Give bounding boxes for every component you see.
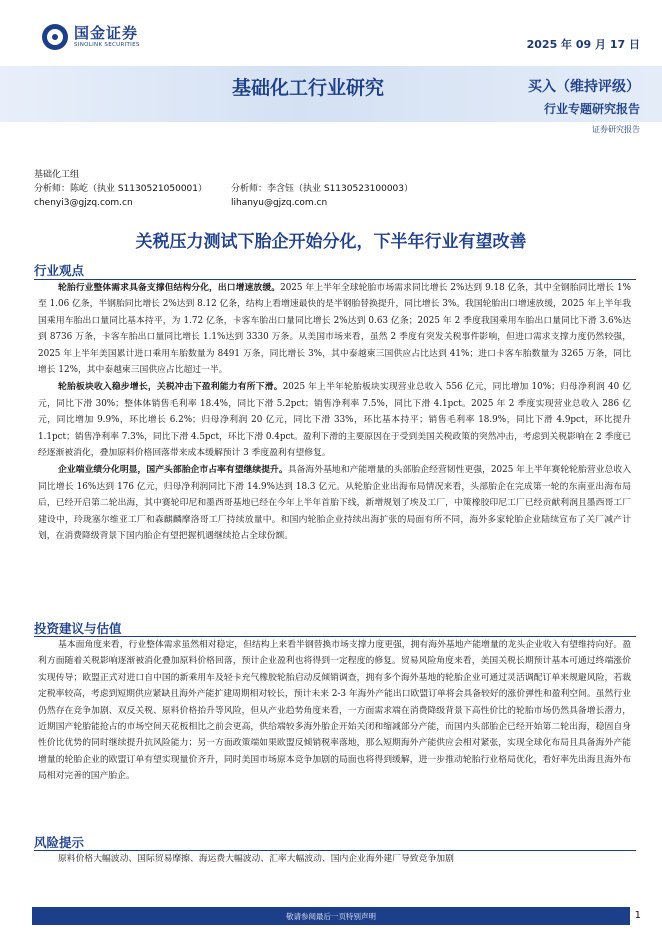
logo-name-en: SINOLINK SECURITIES xyxy=(74,42,140,48)
section-heading-invest: 投资建议与估值 xyxy=(34,621,122,636)
paragraph-lead: 轮胎行业整体需求具备支撑但结构分化，出口增速放缓。 xyxy=(58,283,281,293)
section-heading-risk: 风险提示 xyxy=(34,835,85,850)
paragraph: 轮胎板块收入稳步增长，关税冲击下盈利能力有所下滑。2025 年上半年轮胎板块实现营业总收入 556 亿元，同比增加 10%；归母净利润 40 亿元，同比下滑 30%；整体体销售毛利率 18.4%，同比下滑 5.2pct；销售净利率 7.5%，同比下滑 4.1pct。2025 年 2 季度实现营业总收入 286 亿元，同比增加 9.9%，环比增长 6.2%；归母净利润 20 亿元，同比下滑 33%，环比基本持平；销售毛利率 18.9%，同比下滑 4.9pct，环比提升 1.1pct；销售净利率 7.3%，同比下滑 4.5pct，环比下滑 0.4pct。盈利下滑的主要原因在于受到美国关税政策的突然冲击，考虑到关税影响在 2 季度已经逐渐被消化，叠加原料价格回落带来成本缓解预计 3 季度盈利有望修复。 xyxy=(38,382,631,459)
logo-name-cn: 国金证券 xyxy=(74,24,139,42)
logo-mark-icon xyxy=(42,24,68,50)
report-date: 2025 年 09 月 17 日 xyxy=(526,38,640,51)
analyst-1: 分析师：陈屹（执业 S1130521050001） xyxy=(34,184,208,194)
analyst-2: 分析师：李含钰（执业 S1130523100003） xyxy=(231,184,414,194)
page-number: 1 xyxy=(634,910,641,921)
paragraph: 企业端业绩分化明显，国产头部胎企市占率有望继续提升。具备海外基地和产能增量的头部胎企经营韧性更强，2025 年上半年赛轮轮胎营业总收入同比增长 16%达到 176 亿元，归母净利润同比下滑 14.9%达到 18.3 亿元。从轮胎企业出海布局情况来看，头部胎企在完成第一轮的东南亚出海布局后，已经开启第二轮出海，其中赛轮印尼和墨西哥基地已经在今年上半年首胎下线，新增规划了埃及工厂，中策橡胶印尼工厂已经贡献利润且墨西哥工厂建设中，玲珑塞尔维亚工厂和森麒麟摩洛哥工厂持续放量中。和国内轮胎企业持续出海扩张的局面有所不同，海外多家轮胎企业陆续宣布了关厂减产计划，在消费降级背景下国内胎企有望把握机遇继续抢占全球份额。 xyxy=(38,465,631,542)
report-type-label: 行业专题研究报告 xyxy=(543,102,640,116)
author-block xyxy=(34,168,413,210)
rating-label: 买入（维持评级） xyxy=(528,79,640,95)
report-sub-label: 证券研究报告 xyxy=(592,125,640,134)
research-group: 基础化工组 xyxy=(34,170,80,180)
title-band xyxy=(0,66,662,122)
paragraph: 基本面角度来看，行业整体需求虽然相对稳定，但结构上来看半钢替换市场支撑力度更强，拥有海外基地产能增量的龙头企业收入有望维持向好。盈利方面随着关税影响逐渐被消化叠加原料价格回落，预计企业盈利也将得到一定程度的修复。贸易风险角度来看，美国关税长期预计基本可通过终端涨价实现传导；欧盟正式对进口自中国的新乘用车及轻卡充气橡胶轮胎启动反倾销调查，拥有多个海外基地的轮胎企业可通过灵活调配订单来规避风险，若裁定税率较高，考虑到短期供应紧缺且海外产能扩建周期相对较长，预计未来 2-3 年海外产能出口欧盟订单将会具备较好的涨价弹性和盈利空间。虽然行业仍然存在竞争加剧、双反关税、原料价格抬升等风险，但从产业趋势角度来看，一方面需求端在消费降级背景下高性价比的轮胎市场仍然具备增长潜力，近期国产轮胎能抢占的市场空间天花板相比之前会更高，供给端较多海外胎企开始关闭和缩减部分产能，而国内头部胎企已经开始第二轮出海，稳固自身性价比优势的同时继续提升抗风险能力；另一方面政策端如果欧盟反倾销税率落地，那么短期海外产能供应会相对紧张，实现全球化布局且具备海外产能增量的轮胎企业的欧盟订单有望实现量价齐升，同时美国市场原本竞争加剧的局面也将得到缓解，进一步推动轮胎行业格局优化，看好率先出海且海外布局相对完善的国产胎企。 xyxy=(38,640,631,782)
industry-view-body xyxy=(38,280,631,546)
footer-bar xyxy=(32,907,630,925)
paragraph: 原料价格大幅波动、国际贸易摩擦、海运费大幅波动、汇率大幅波动、国内企业海外建厂导致竞争加剧 xyxy=(58,854,454,864)
company-logo xyxy=(42,24,140,50)
report-header xyxy=(0,0,662,142)
analyst-1-email[interactable]: chenyi3@gjzq.com.cn xyxy=(34,198,133,208)
section-heading-industry: 行业观点 xyxy=(34,263,85,278)
risk-body xyxy=(38,851,631,868)
paragraph: 轮胎行业整体需求具备支撑但结构分化，出口增速放缓。2025 年上半年全球轮胎市场需求同比增长 2%达到 9.18 亿条，其中全钢胎同比增长 1%至 1.06 亿条，半钢胎同比增长 2%达到 8.12 亿条，结构上看增速最快的是半钢胎替换提升，同比增长 3%。我国轮胎出口增速放缓，2025 年上半年我国乘用车胎出口量同比基本持平，为 1.72 亿条，卡客车胎出口量同比增长 2%达到 0.63 亿条；2025 年 2 季度我国乘用车胎出口量同比下滑 3.6%达到 8736 万条，卡客车胎出口量同比增长 1.1%达到 3330 万条。从美国市场来看，虽然 2 季度有突发关税事件影响，但进口需求支撑力度仍然较强，2025 年上半年美国累计进口乘用车胎数量为 8491 万条，同比增长 3%，其中泰越柬三国供应占比达到 41%；进口卡客车胎数量为 3265 万条，同比增长 12%，其中泰越柬三国供应占比超过一半。 xyxy=(38,283,631,376)
report-main-title: 关税压力测试下胎企开始分化，下半年行业有望改善 xyxy=(135,232,527,252)
analyst-2-email[interactable]: lihanyu@gjzq.com.cn xyxy=(231,198,328,208)
paragraph-lead: 企业端业绩分化明显，国产头部胎企市占率有望继续提升。 xyxy=(58,465,288,476)
paragraph-lead: 轮胎板块收入稳步增长，关税冲击下盈利能力有所下滑。 xyxy=(58,382,283,393)
report-category-title: 基础化工行业研究 xyxy=(232,77,385,99)
investment-advice-body xyxy=(38,637,631,786)
footer-disclaimer[interactable]: 敬请参阅最后一页特别声明 xyxy=(286,912,376,921)
